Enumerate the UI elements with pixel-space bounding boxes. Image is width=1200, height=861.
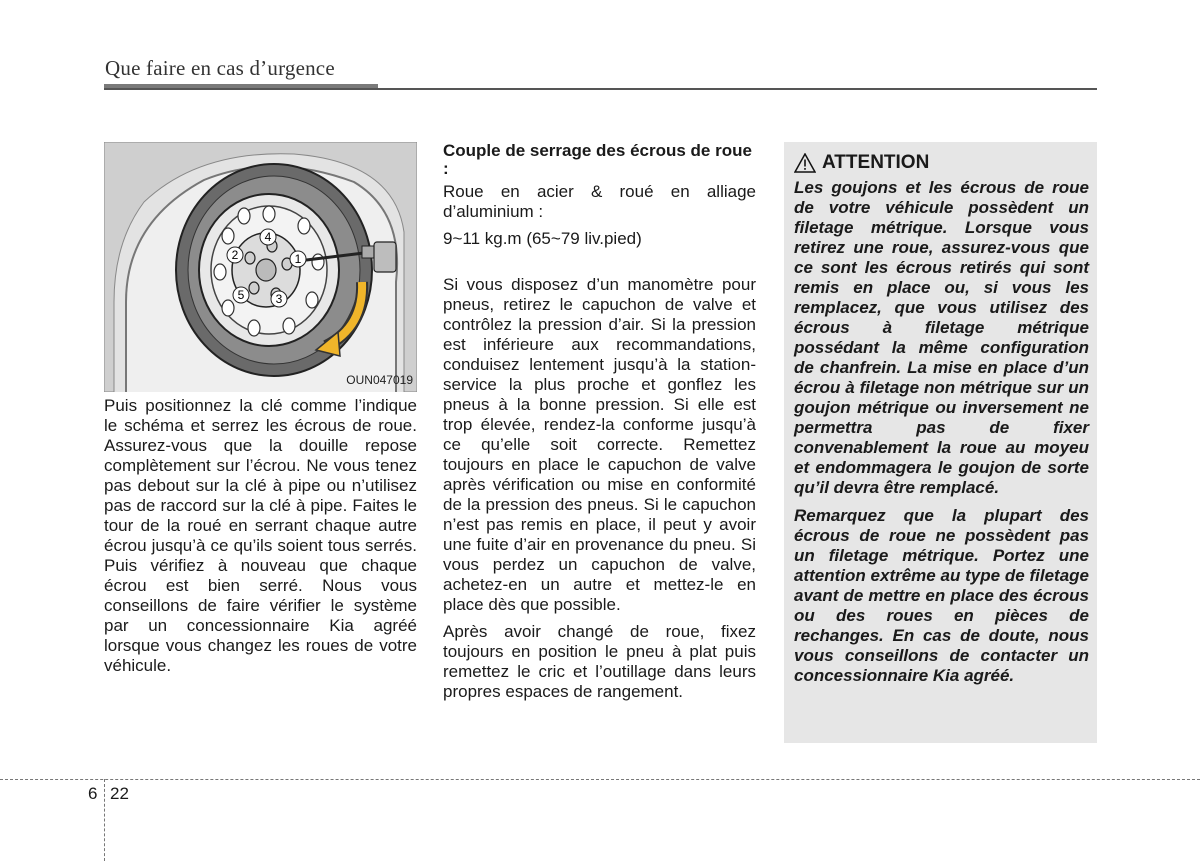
- wheel-drawing: [104, 142, 417, 392]
- paragraph: Puis positionnez la clé comme l’indique le schéma et serrez les écrous de roue. Assurez-vous que la douille repose complètement sur l’écrou. Ne vous tenez pas debout sur la clé à pipe ou n’utilisez pas de raccord sur la clé à pipe. Faites le tour de la roué en serrant chaque autre écrou jusqu’à ce qu’ils soient tous serrés. Puis vérifiez à nouveau que chaque écrou est bien serré. Nous vous conseillons de faire vérifier le système par un concessionnaire Kia agréé lorsque vous changez les roues de votre véhicule.: [104, 396, 417, 675]
- chapter-number: 6: [88, 784, 98, 803]
- torque-heading: Couple de serrage des écrous de roue :: [443, 141, 752, 178]
- nut-number-2: 2: [231, 248, 239, 262]
- paragraph: Les goujons et les écrous de roue de votre véhicule possèdent un filetage métrique. Lorsque vous retirez une roue, assurez-vous que ce sont les écrous retirés qui sont remis en place ou, si vous les remplacez, que vous utilisez des écrous à filetage métrique possédant la même configuration de chanfrein. La mise en place d’un écrou à filetage non métrique sur un goujon métrique ou inversement ne permettra pas de fixer convenablement la roue au moyeu et endommagera le goujon de sorte qu’il devra être remplacé.: [794, 178, 1089, 497]
- column-1-text: [104, 396, 417, 683]
- paragraph: Si vous disposez d’un manomètre pour pneus, retirez le capuchon de valve et contrôlez la pression d’air. Si la pression est inférieure aux recommandations, conduisez lentement jusqu’à la station-service la plus proche et gonflez les pneus à la bonne pression. Si elle est trop élevée, rendez-la conforme jusqu’à ce qu’elle soit correcte. Remettez toujours en place le capuchon de valve après vérification ou mise en conformité de la pression des pneus. Si le capuchon n’est pas remis en place, il peut y avoir une fuite d’air en provenance du pneu. Si vous perdez un capuchon de valve, achetez-en un autre et mettez-le en place dès que possible.: [443, 275, 756, 614]
- nut-number-4: 4: [264, 230, 272, 244]
- wheel-illustration: [104, 142, 417, 392]
- paragraph: Remarquez que la plupart des écrous de roue ne possèdent pas un filetage métrique. Portez une attention extrême au type de filetage avant de mettre en place des écrous ou des roues en pièces de rechanges. En cas de doute, nous vous conseillons de contacter un concessionnaire Kia agréé.: [794, 506, 1089, 685]
- attention-header: [794, 152, 929, 174]
- nut-number-3: 3: [275, 292, 283, 306]
- torque-value: 9~11 kg.m (65~79 liv.pied): [443, 229, 642, 248]
- footer-divider: [104, 779, 105, 861]
- header-rule: [104, 88, 1097, 90]
- attention-title: ATTENTION: [822, 152, 930, 173]
- attention-box: [784, 142, 1097, 743]
- warning-triangle-icon: [794, 153, 816, 173]
- nut-number-5: 5: [237, 288, 245, 302]
- column-2-text: [443, 142, 756, 709]
- paragraph: Roue en acier & roué en alliage d’aluminium :: [443, 182, 756, 221]
- nut-number-1: 1: [294, 252, 302, 266]
- figure-code: OUN047019: [346, 373, 413, 387]
- attention-body: [794, 178, 1089, 694]
- footer-rule: [0, 779, 1200, 780]
- page-number: 22: [110, 784, 129, 803]
- paragraph: Après avoir changé de roue, fixez toujours en position le pneu à plat puis remettez le cric et l’outillage dans leurs propres espaces de rangement.: [443, 622, 756, 701]
- page-header-title: Que faire en cas d’urgence: [105, 56, 335, 80]
